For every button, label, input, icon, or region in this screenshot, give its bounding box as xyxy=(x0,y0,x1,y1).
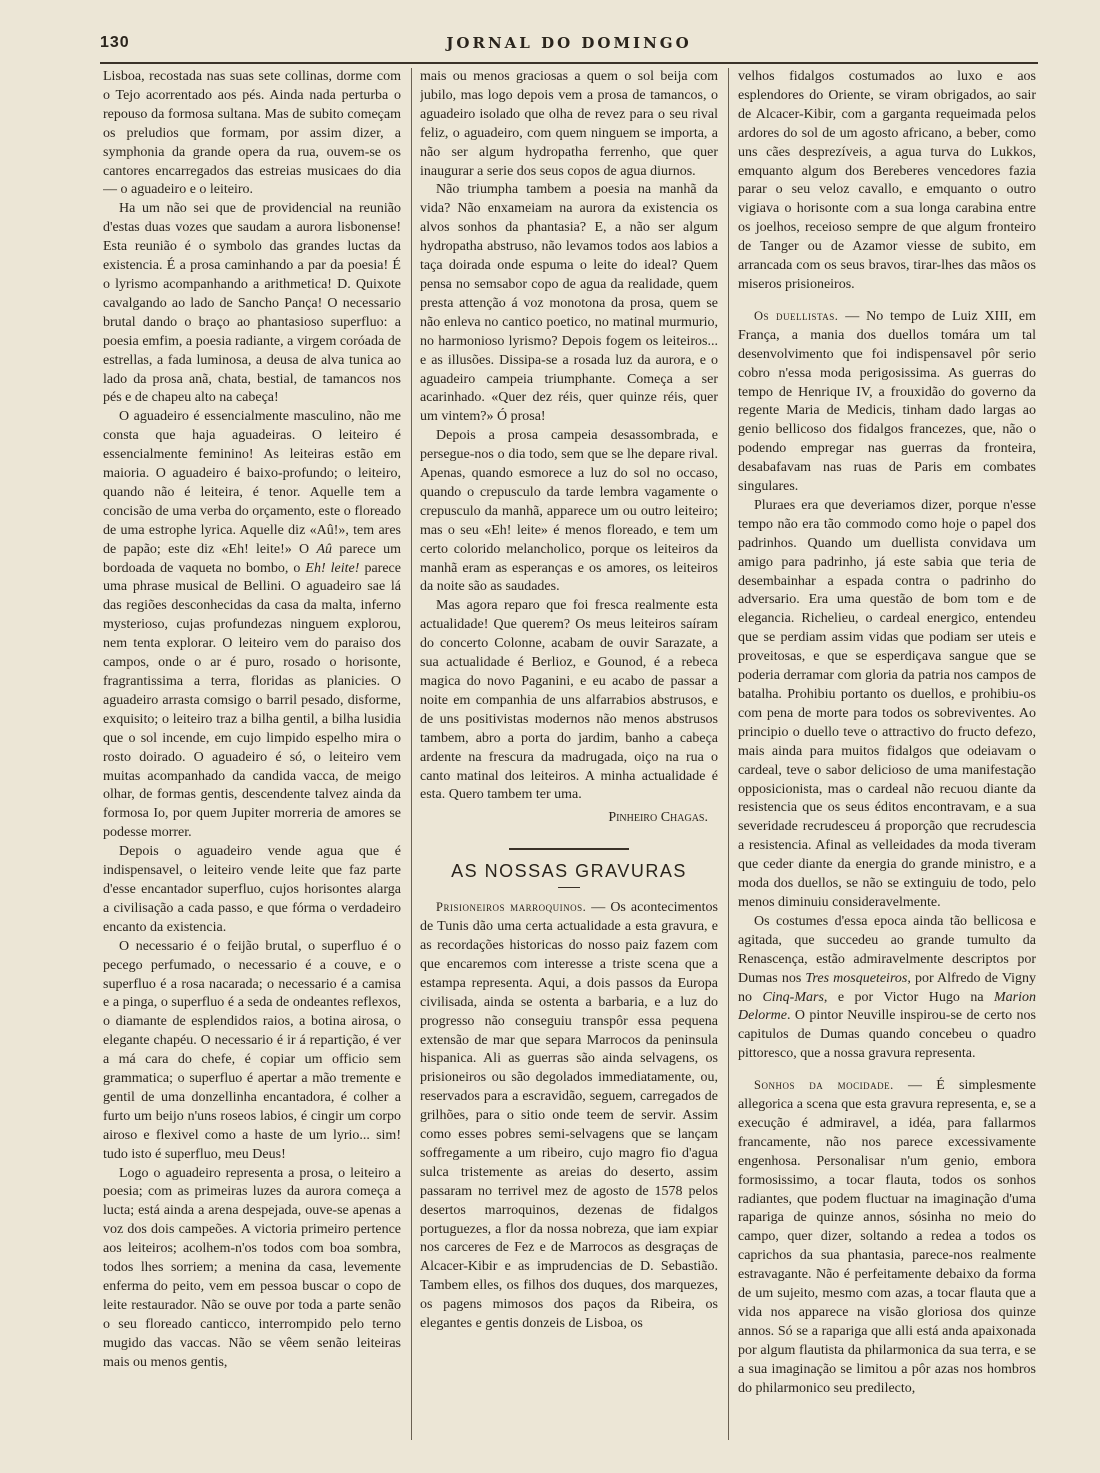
text-run: — Os acontecimentos de Tunis dão uma certa actualidade a esta gravura, e as recordações historicas do nosso paiz fazem com que encaremos com interesse a triste scena que a estampa representa. Aqui, a dois passos da Europa civilisada, ainda se ostenta a barbaria, e a luz do progresso não conseguiu transpôr essa pequena extensão de mar que separa Marrocos da peninsula hispanica. Ali as guerras são ainda selvagens, os prisioneiros ou são degolados immediatamente, ou, reservados para a escravidão, seguem, carregados de grilhões, para o sitio onde teem de servir. Assim como esses pobres semi-selvagens que se lançam soffregamente a um ribeiro, cujo magro fio d'agua sulca tristemente as areias do deserto, assim passaram no terrivel mez de agosto de 1578 pelos desertos marroquinos, dezenas de fidalgos portuguezes, a flor da nossa nobreza, que iam expiar nos carceres de Fez e de Marrocos as desgraças de Alcacer-Kibir e as imprudencias de D. Sebastião. Tambem elles, os filhos dos duques, dos marquezes, os pagens mimosos dos paços da Ribeira, os elegantes e gentis donzeis de Lisboa, os xyxy=(420,900,718,1332)
paragraph xyxy=(738,307,1036,497)
column-1 xyxy=(103,68,401,1440)
paragraph: Pluraes era que deveriamos dizer, porque n'esse tempo não era tão commodo como hoje o papel dos padrinhos. Quando um duellista convidava um amigo para padrinho, já este sabia que teria de desembainhar a espada contra o padrinho do adversario. Era uma questão de bom tom e de elegancia. Richelieu, o cardeal energico, entendeu que se perdiam assim vidas que podiam ser uteis e proveitosas, e que se esperdiçava sangue que se poderia derramar com gloria da patria nos campos de batalha. Prohibiu portanto os duellos, e prohibiu-os com pena de morte para todos os sobreviventes. Ao principio o duello teve o attractivo do fructo defezo, mais ainda para muitos fidalgos que odeiavam o cardeal, teve o sabor delicioso de uma manifestação opposicionista, mas o cardeal não recuou diante da resistencia que os seus éditos encontravam, e a sua severidade recrudesceu á proporção que recrudescia a resistencia. Afinal as velleidades da moda tiveram que ceder diante da energia do grande ministro, e a moda dos duellos, se não se extinguiu de todo, pelo menos diminuiu consideravelmente. xyxy=(738,497,1036,910)
column-2 xyxy=(420,68,718,1440)
text-run: — No tempo de Luiz XIII, em França, a mania dos duellos tomára um tal desenvolvimento que foi indispensavel pôr serio cobro n'essa moda perigosissima. As guerras do tempo de Henrique IV, a frouxidão do governo da regente Maria de Medicis, tinham dado largas ao genio bellicoso dos fidalgos francezes, que, não o podendo empregar nas guerras da fronteira, desabafavam nas ruas de Paris em combates singulares. xyxy=(738,308,1036,495)
title-dash xyxy=(558,887,580,888)
paragraph: Ha um não sei que de providencial na reunião d'estas duas vozes que saudam a aurora lisbonense! Esta reunião é o symbolo das grandes luctas da existencia. É a prosa caminhando a par da poesia! É o lyrismo acompanhando a arithmetica! D. Quixote cavalgando ao lado de Sancho Pança! O necessario brutal dando o braço ao phantasioso superfluo: a poesia emfim, a poesia radiante, a virgem coróada de estrellas, a fada luminosa, a deusa de alva tunica ao lado da prosa anã, chata, bestial, de tamancos nos pés e de chapeu alto na cabeça! xyxy=(103,201,401,406)
section-title: AS NOSSAS GRAVURAS xyxy=(451,861,687,882)
paragraph xyxy=(420,898,718,1334)
paragraph: Depois a prosa campeia desassombrada, e persegue-nos o dia todo, sem que se lhe depare rival. Apenas, quando esmorece a luz do sol no occaso, quando o crepusculo da tarde lembra vagamente o crepusculo da manhã, apparece um ou outro leiteiro; mas o seu «Eh! leite» é menos floreado, e tem um certo colorido melancholico, porque os leiteiros da manhã eram as esperanças e os amores, os leiteiros da noite são as saudades. xyxy=(420,428,718,595)
page-header xyxy=(100,34,1038,58)
text-run: . O pintor Neuville inspirou-se de certo nos capitulos de Dumas quando concebeu o quadro pittoresco, que a nossa gravura representa. xyxy=(738,1008,1036,1062)
paragraph: O necessario é o feijão brutal, o superfluo é o pecego perfumado, o necessario é a couve, e o superfluo é a rosa nacarada; o necessario é a camisa e a pinga, o superfluo é a seda de ondeantes reflexos, o diamante de esplendidos raios, a botina airosa, o elegante chapéu. O necessario é ir á repartição, é ver a má cara do chefe, é copiar um officio sem grammatica; o superfluo é apertar a mão tremente e gentil de uma donzellinha encantadora, é colher a furto um beijo n'uns roseos labios, é cingir um corpo airoso e flexivel como a haste de um lyrio... sim! tudo isto é superfluo, meu Deus! xyxy=(103,938,401,1162)
paragraph: Depois o aguadeiro vende agua que é indispensavel, o leiteiro vende leite que faz parte d'esse encantador superfluo, cujos horisontes alarga a civilisação a cada passo, e que fórma o verdadeiro encanto da existencia. xyxy=(103,844,401,935)
text-run: , e por Victor Hugo na xyxy=(823,989,994,1005)
section-separator xyxy=(509,848,629,850)
text-run: O aguadeiro é essencialmente masculino, não me consta que haja aguadeiras. O leiteiro é essencialmente feminino! As leiteiras estão em maioria. O aguadeiro é baixo-profundo; o leiteiro, quando não é leiteira, é tenor. Aquelle tem a concisão de uma verba do orçamento, este o floreado de uma estrophe lyrica. Aquelle diz «Aû!», tem ares de papão; este diz «Eh! leite!» O xyxy=(103,409,401,557)
column-3 xyxy=(738,68,1036,1440)
text-run: parece um bordoada de vaqueta no bombo, o xyxy=(103,541,401,576)
italic-text: Cinq-Mars xyxy=(762,989,824,1005)
italic-text: Aû xyxy=(316,541,333,557)
paragraph xyxy=(738,913,1036,1064)
column-divider xyxy=(728,68,729,1440)
italic-text: Tres mosqueteiros xyxy=(805,970,908,986)
page-number: 130 xyxy=(100,34,130,51)
text-run: parece uma phrase musical de Bellini. O aguadeiro sae lá das regiões desconhecidas da casa da malta, inferno mysterioso, cujas profundezas ninguem explorou, nem tenta explorar. O leiteiro vem do paraiso dos campos, onde o ar é puro, rosado o horisonte, fragrantissima a terra, floridas as planicies. O aguadeiro arrasta comsigo o barril pesado, disforme, exquisito; o leiteiro traz a bilha gentil, a bilha lusidia que o sol incende, em cujo limpido espelho mira o rosto doirado. O aguadeiro é só, o leiteiro vem muitas acompanhado da candida vacca, de meigo olhar, de formas gentis, descendente talvez ainda da formosa Io, por quem Jupiter morreria de amores se podesse morrer. xyxy=(103,560,401,841)
journal-title: JORNAL DO DOMINGO xyxy=(446,34,692,52)
engraving-heading: Os duellistas. xyxy=(754,308,839,323)
column-divider xyxy=(411,68,412,1440)
engraving-heading: Prisioneiros marroquinos. xyxy=(436,900,587,915)
paragraph: Lisboa, recostada nas suas sete collinas, dorme com o Tejo acorrentado aos pés. Ainda nada perturba o repouso da formosa sultana. Mas de subito começam os preludios que formam, por assim dizer, a symphonia da grande opera da rua, ouvem-se os cantores encarregados das estreias musicaes do dia — o aguadeiro e o leiteiro. xyxy=(103,69,401,198)
italic-text: Eh! leite! xyxy=(305,560,360,576)
paragraph: mais ou menos graciosas a quem o sol beija com jubilo, mas logo depois vem a prosa de tamancos, o aguadeiro isolado que olha de revez para o seu rival feliz, o aguadeiro, com quem ninguem se importa, a não ser algum hydropatha ferrenho, que quer inaugurar a serie dos seus copos de agua diurnos. xyxy=(420,69,718,179)
engraving-heading: Sonhos da mocidade. xyxy=(754,1078,894,1093)
paragraph xyxy=(103,408,401,843)
text-run: , por Alfredo de Vigny no xyxy=(738,970,1036,1005)
paragraph xyxy=(738,1076,1036,1398)
author-signature: Pinheiro Chagas. xyxy=(608,810,708,826)
header-rule xyxy=(100,62,1038,64)
paragraph: velhos fidalgos costumados ao luxo e aos esplendores do Oriente, se viram obrigados, ao sair de Alcacer-Kibir, com a garganta requeimada pelos ardores do sol de um agosto africano, a beber, como uns cães desprezíveis, a agua turva do Lukkos, emquanto algum dos Bereberes vencedores fazia parar o seu veloz cavallo, e emquanto o outro vigiava o horisonte com a sua longa carabina entre os joelhos, receioso sempre de que algum fronteiro de Tanger ou de Azamor viesse de subito, em arrancada com os seus bravos, tirar-lhes das mãos os miseros prisioneiros. xyxy=(738,69,1036,292)
paragraph: Logo o aguadeiro representa a prosa, o leiteiro a poesia; com as primeiras luzes da aurora começa a lucta; está ainda a arena despejada, ouve-se apenas a voz dos dois campeões. A victoria primeiro pertence aos leiteiros; acolhem-n'os todos com boa sombra, todos lhes sorriem; a menina da casa, levemente enferma do peito, vem em pessoa buscar o copo de leite restaurador. Não se ouve por toda a parte senão o seu floreado canticco, interrompido pelo terno mugido das vaccas. Não se vêem senão leiteiras mais ou menos gentis, xyxy=(103,1165,401,1370)
paragraph: Mas agora reparo que foi fresca realmente esta actualidade! Que querem? Os meus leiteiros saíram do concerto Colonne, acabam de ouvir Sarazate, a sua actualidade é Berlioz, e Gounod, é a rebeca magica do novo Paganini, e eu acabo de passar a noite em companhia de uns alfarrabios abstrusos, e de uns positivistas modernos não menos abstrusos tambem, abro a porta do jardim, banho a cabeça ardente na frescura da madrugada, oiço na rua o canto matinal dos leiteiros. A minha actualidade é esta. Quero tambem ter uma. xyxy=(420,598,718,803)
italic-text: Marion Delorme xyxy=(738,989,1036,1024)
paragraph: Não triumpha tambem a poesia na manhã da vida? Não enxameiam na aurora da existencia os alvos sonhos da phantasia? E, a não ser algum hydropatha abstruso, não levamos todos aos labios a taça doirada onde espuma o leite do ideal? Quem pensa no semsabor copo de agua da realidade, quem presta attenção á voz monotona da prosa, quem se não enleva no cantico poetico, no matinal murmurio, no harmonioso lyrismo? Depois fogem os leiteiros... e as illusões. Dissipa-se a rosada luz da aurora, e o aguadeiro campeia triumphante. Começa a ser acarinhado. «Quer dez réis, quer quinze réis, quer um vintem?» Ó prosa! xyxy=(420,182,718,425)
text-run: — É simplesmente allegorica a scena que esta gravura representa, e, se a execução é admiravel, a idéa, para fallarmos francamente, não nos parece excessivamente engenhosa. Personalisar n'um genio, embora formosissimo, a tocar flauta, todos os sonhos radiantes, que podem fluctuar na imaginação d'uma rapariga de quinze annos, sósinha no meio do campo, quer dizer, soltando a redea a todos os caprichos da sua phantasia, parece-nos realmente estravagante. Não é perfeitamente debaixo da forma de um sujeito, mesmo com azas, a tocar flauta que a vida nos apparece na visão gloriosa dos quinze annos. Só se a rapariga que alli está anda apaixonada por algum flautista da philarmonica da sua terra, e se a sua imaginação se limitou a pôr azas nos hombros do philarmonico seu predilecto, xyxy=(738,1078,1036,1396)
text-run: Os costumes d'essa epoca ainda tão bellicosa e agitada, que succedeu ao grande tumulto da Renascença, estão admiravelmente descriptos por Dumas nos xyxy=(738,913,1036,986)
